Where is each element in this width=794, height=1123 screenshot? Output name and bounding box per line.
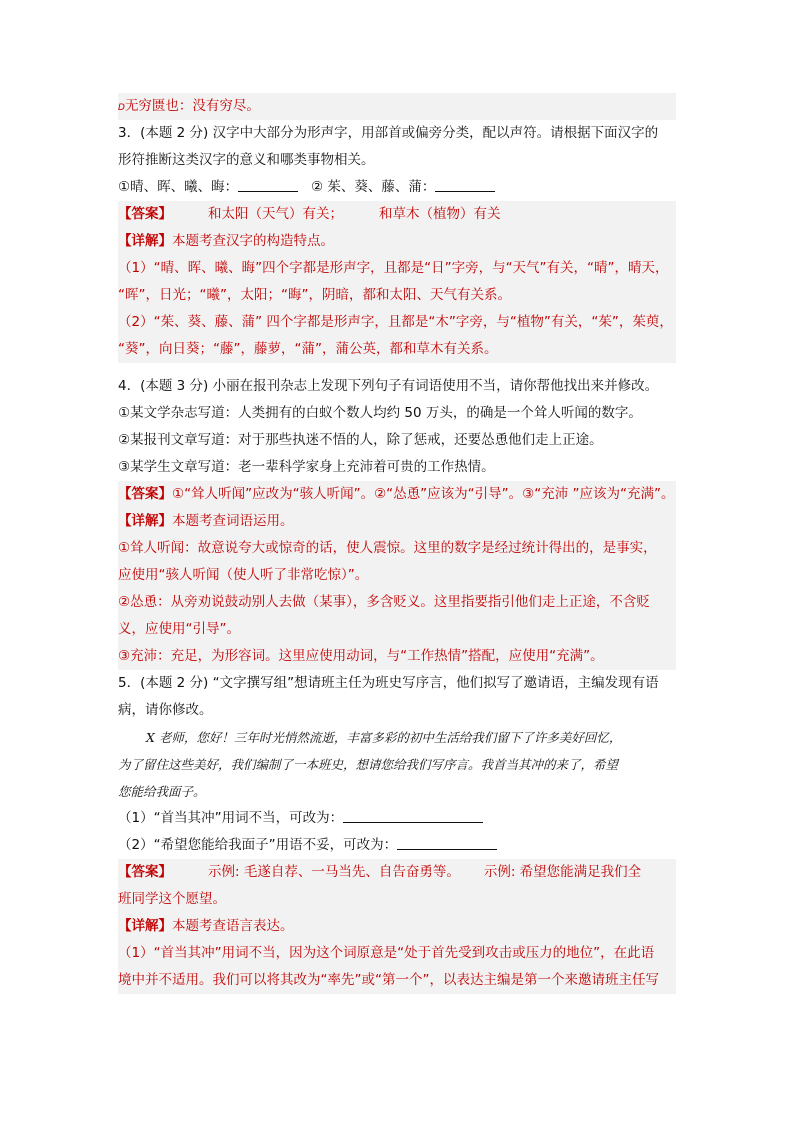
q2-explanation-line: D无穷匮也：没有穷尽。	[118, 93, 676, 120]
q3-detail-line-3: （2）“茱、葵、藤、蒲” 四个字都是形声字，且都是“木”字旁，与“植物”有关，“茱”，茱萸，	[118, 309, 676, 336]
detail-label: 【详解】	[118, 513, 172, 529]
q3-detail-header	[118, 228, 676, 255]
q5-detail-header	[118, 913, 676, 940]
answer-blank-3	[343, 808, 483, 823]
q4-detail-line-5: ③充沛：充足，为形容词。这里应使用动词，与“工作热情”搭配，应使用“充满”。	[118, 643, 676, 670]
q5-stem-line-1: 5．(本题 2 分) “文字撰写组”想请班主任为班史写序言，他们拟写了邀请语，主编发现有语	[118, 675, 659, 691]
answer-label: 【答案】	[118, 864, 172, 880]
q4-detail-line-2: 应使用“骇人听闻（使人听了非常吃惊）”。	[118, 562, 676, 589]
q5-answer-line-1	[118, 859, 676, 886]
q3-detail-line-4: “葵”，向日葵；“藤”，藤萝，“蒲”，蒲公英，都和草木有关系。	[118, 336, 676, 363]
answer-label: 【答案】	[118, 486, 172, 502]
q5-answer-a: 示例: 毛遂自荐、一马当先、自告奋勇等。	[208, 864, 460, 880]
q5-letter-line-3: 您能给我面子。	[118, 784, 206, 799]
q4-detail-line-1: ①耸人听闻：故意说夸大或惊奇的话，使人震惊。这里的数字是经过统计得出的，是事实，	[118, 535, 676, 562]
q4-stem: 4．(本题 3 分) 小丽在报刊杂志上发现下列句子有词语使用不当，请你帮他找出来并修改。	[118, 378, 659, 394]
q5-sub-2: （2）“希望您能给我面子”用语不妥，可改为：	[118, 832, 676, 859]
answer-blank-1	[238, 177, 298, 192]
q4-detail-header	[118, 508, 676, 535]
answer-blank-4	[397, 835, 497, 850]
answer-blank-2	[435, 177, 495, 192]
q3-item-1: ①晴、晖、曦、晦：	[118, 179, 239, 195]
q4-sentence-3: ③某学生文章写道：老一辈科学家身上充沛着可贵的工作热情。	[118, 459, 495, 475]
detail-intro: 本题考查语言表达。	[172, 918, 294, 934]
q4-sentence-1: ①某文学杂志写道：人类拥有的白蚁个数人均约 50 万头，的确是一个耸人听闻的数字。	[118, 405, 642, 421]
q5-stem-line-2: 病，请你修改。	[118, 702, 213, 718]
q4-sentence-2: ②某报刊文章写道：对于那些执迷不悟的人，除了惩戒，还要怂恿他们走上正途。	[118, 432, 603, 448]
q4-answer-text: ①“耸人听闻”应改为“骇人听闻”。②“怂恿”应该为“引导”。③“充沛 ”应该为“充满”。	[172, 486, 675, 502]
q5-sub-1: （1）“首当其冲”用词不当，可改为：	[118, 805, 676, 832]
q3-answer-a: 和太阳（天气）有关；	[208, 206, 343, 222]
option-marker: D	[118, 103, 125, 113]
q5-detail-line-2: 境中并不适用。我们可以将其改为“率先”或“第一个”，以表达主编是第一个来邀请班主任写	[118, 967, 676, 994]
q5-answer-b: 示例: 希望您能满足我们全	[483, 864, 642, 880]
q3-stem-line-1: 3．(本题 2 分) 汉字中大部分为形声字，用部首或偏旁分类，配以声符。请根据下面汉字的	[118, 125, 659, 141]
detail-intro: 本题考查词语运用。	[172, 513, 294, 529]
q3-item-2: ② 茱、葵、藤、蒲：	[310, 179, 436, 195]
q5-letter-line-2: 为了留住这些美好，我们编制了一本班史，想请您给我们写序言。我首当其冲的来了，希望	[118, 757, 619, 772]
q3-detail-line-1: （1）“晴、晖、曦、晦”四个字都是形声字，且都是“日”字旁，与“天气”有关，“晴”，晴天，	[118, 255, 676, 282]
q4-detail-line-4: 义，应使用“引导”。	[118, 616, 676, 643]
content-column	[118, 93, 676, 994]
q3-stem-line-2: 形符推断这类汉字的意义和哪类事物相关。	[118, 152, 375, 168]
q3-detail-line-2: “晖”，日光；“曦”，太阳；“晦”，阴暗，都和太阳、天气有关系。	[118, 282, 676, 309]
answer-label: 【答案】	[118, 206, 172, 222]
q3-answer	[118, 201, 676, 228]
detail-label: 【详解】	[118, 918, 172, 934]
detail-intro: 本题考查汉字的构造特点。	[172, 233, 334, 249]
q4-detail-line-3: ②怂恿：从旁劝说鼓动别人去做（某事），多含贬义。这里指要指引他们走上正途，不含贬	[118, 589, 676, 616]
q4-answer	[118, 481, 676, 508]
q5-letter-line-1: X 老师，您好！三年时光悄然流逝，丰富多彩的初中生活给我们留下了许多美好回忆，	[146, 730, 622, 745]
q5-answer-line-2: 班同学这个愿望。	[118, 886, 676, 913]
q3-items	[118, 174, 676, 201]
detail-label: 【详解】	[118, 233, 172, 249]
q3-answer-b: 和草木（植物）有关	[379, 206, 501, 222]
q5-detail-line-1: （1）“首当其冲”用词不当，因为这个词原意是“处于首先受到攻击或压力的地位”，在此语	[118, 940, 676, 967]
